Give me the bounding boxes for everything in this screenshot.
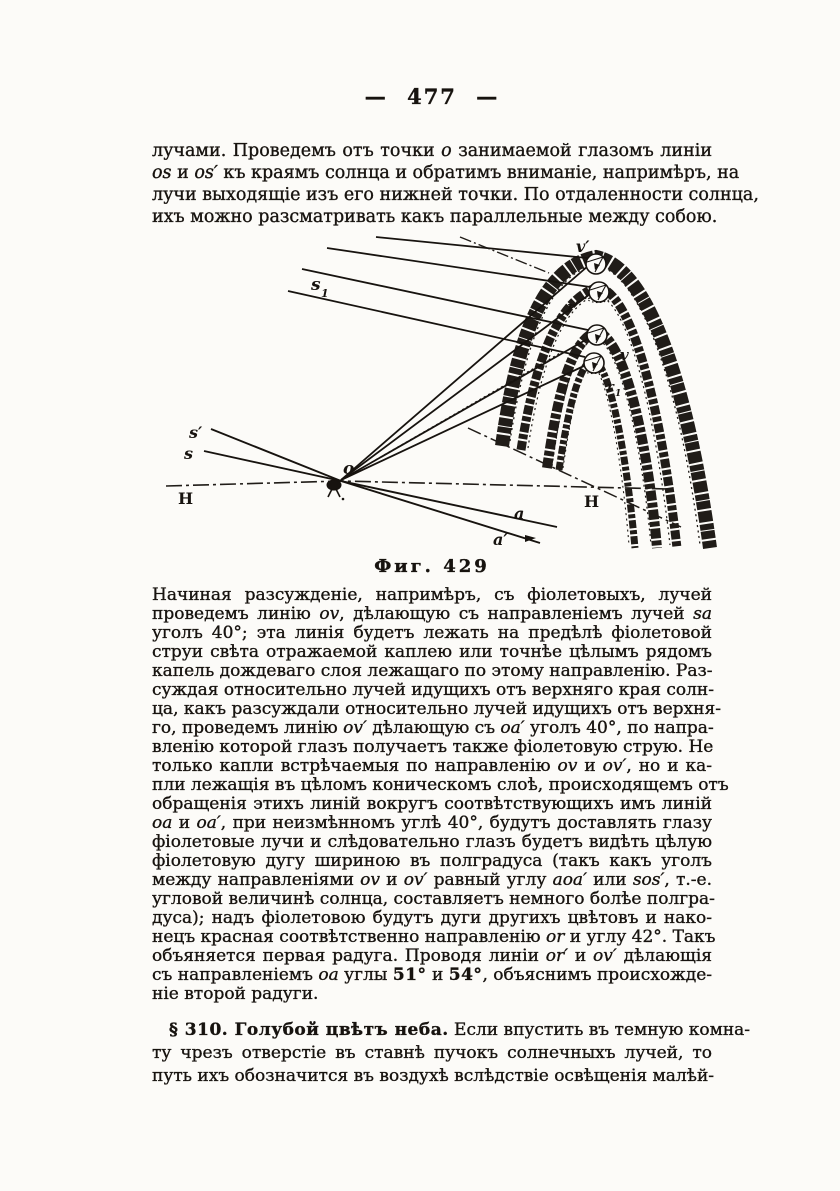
figure-label: o — [343, 459, 355, 479]
figure-label: a′ — [493, 530, 508, 549]
figure-caption: Фиг. 429 — [374, 556, 490, 577]
text-line: между направленіями ov и ov′ равный углу aoa′ или sos′, т.-е. — [152, 870, 713, 890]
text-line: oa и oa′, при неизмѣнномъ углѣ 40°, будутъ доставлять глазу — [152, 813, 713, 833]
text-line: Начиная разсужденіе, напримѣръ, съ фіолетовыхъ, лучей — [152, 585, 712, 605]
text-line: ту чрезъ отверстіе въ ставнѣ пучокъ солнечныхъ лучей, то — [152, 1043, 712, 1063]
text-line: вленію которой глазъ получаетъ также фіолетовую струю. Не — [152, 737, 714, 757]
text-line: ніе второй радуги. — [152, 984, 319, 1004]
figure-429-rainbow-diagram — [160, 228, 720, 554]
text-line: капель дождеваго слоя лежащаго по этому направленію. Раз- — [152, 661, 713, 681]
rainbow-arcs — [502, 257, 710, 548]
text-line: лучами. Проведемъ отъ точки o занимаемой глазомъ линіи — [152, 141, 712, 161]
text-line: го, проведемъ линію ov′ дѣлающую съ oa′ уголъ 40°, по напра- — [152, 718, 714, 738]
figure-label: s — [184, 444, 194, 463]
figure-label: s′ — [189, 423, 203, 442]
text-line: струи свѣта отражаемой каплею или точнѣе цѣлымъ рядомъ — [152, 642, 712, 662]
figure-label: v′ — [576, 237, 590, 256]
text-line: путь ихъ обозначится въ воздухѣ вслѣдствіе освѣщенія малѣй- — [152, 1066, 715, 1086]
figure-label: s — [311, 275, 321, 295]
paragraph-rainbow-explanation — [152, 585, 729, 1004]
text-line: фіолетовые лучи и слѣдовательно глазъ будетъ видѣть цѣлую — [152, 832, 712, 852]
text-line: ихъ можно разсматривать какъ параллельные между собою. — [152, 207, 718, 227]
text-line: угловой величинѣ солнца, составляетъ немного болѣе полгра- — [152, 889, 715, 909]
figure-label: r′ — [567, 298, 579, 316]
text-line: пли лежащія въ цѣломъ коническомъ слоѣ, происходящемъ отъ — [152, 775, 729, 795]
text-line: дуса); надъ фіолетовою будутъ дуги другихъ цвѣтовъ и нако- — [152, 908, 712, 928]
text-line: только капли встрѣчаемыя по направленію ov и ov′, но и ка- — [152, 756, 713, 776]
page-number: — 477 — — [364, 84, 500, 109]
text-line: обращенія этихъ линій вокругъ соотвѣтствующихъ имъ линій — [152, 794, 712, 814]
raindrops — [580, 254, 609, 374]
figure-label: H — [178, 489, 194, 508]
observer-figure — [327, 480, 344, 500]
paragraph-section-310 — [152, 1019, 751, 1088]
text-line: объяняется первая радуга. Проводя линіи or′ и ov′ дѣлающія — [152, 946, 712, 966]
text-line: ца, какъ разсуждали относительно лучей идущихъ отъ верхня- — [152, 699, 721, 719]
text-line: уголъ 40°; эта линія будетъ лежать на предѣлѣ фіолетовой — [152, 623, 712, 643]
raindrop-red-primary — [587, 325, 607, 345]
horizon-line — [166, 481, 668, 489]
figure-label: 1 — [615, 389, 622, 399]
raindrop-violet-secondary — [586, 254, 606, 274]
paragraph-intro — [152, 140, 759, 228]
text-line: os и os′ къ краямъ солнца и обратимъ вниманіе, напримѣръ, на — [152, 163, 740, 183]
figure-label: 1 — [321, 287, 329, 300]
text-line: суждая относительно лучей идущихъ отъ верхняго края солн- — [152, 680, 714, 700]
text-line: съ направленіемъ oa углы 51° и 54°, объяснимъ происхожде- — [152, 965, 712, 985]
text-line: фіолетовую дугу шириною въ полградуса (такъ какъ уголъ — [152, 851, 712, 871]
figure-label: a — [514, 504, 525, 523]
raindrop-red-secondary — [585, 282, 609, 303]
text-line: лучи выходящіе изъ его нижней точки. По отдаленности солнца, — [152, 185, 759, 205]
text-line: нецъ красная соотвѣтственно направленію or и углу 42°. Такъ — [152, 927, 716, 947]
figure-label: r — [607, 380, 614, 395]
text-line: проведемъ линію ov, дѣлающую съ направленіемъ лучей sa — [152, 604, 712, 624]
figure-label: H — [584, 492, 600, 511]
text-line: § 310. Голубой цвѣтъ неба. Если впустить въ темную комна- — [169, 1020, 751, 1040]
figure-label: v — [620, 346, 629, 364]
